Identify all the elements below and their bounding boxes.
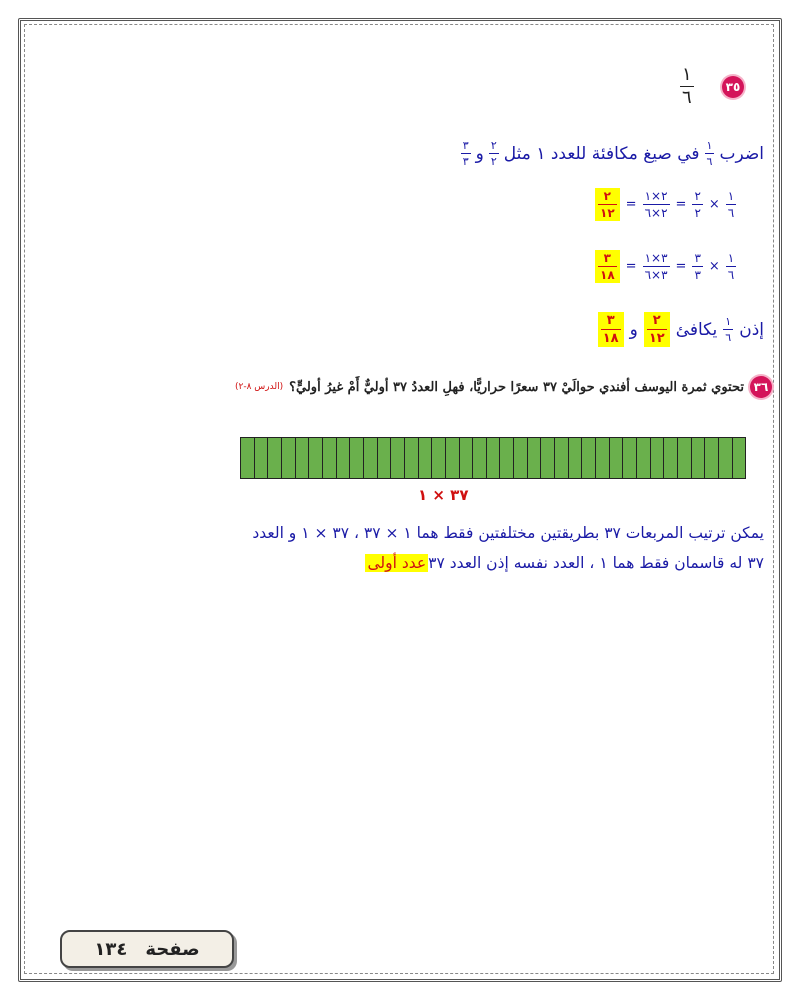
grid-square xyxy=(541,438,555,478)
grid-square xyxy=(582,438,596,478)
question-35-answer xyxy=(680,66,694,107)
lesson-reference: (الدرس ٨-٢) xyxy=(234,382,284,392)
grid-square xyxy=(323,438,337,478)
grid-square xyxy=(705,438,719,478)
page-number-box xyxy=(60,930,234,968)
grid-square xyxy=(337,438,351,478)
grid-square xyxy=(460,438,474,478)
fraction-three-three: $\frac{٣}{٣}$ xyxy=(462,139,469,168)
grid-square xyxy=(692,438,706,478)
grid-square xyxy=(255,438,269,478)
grid-square xyxy=(364,438,378,478)
grid-square xyxy=(487,438,501,478)
grid-square xyxy=(391,438,405,478)
equation-1-product: $\frac{٢\times ١}{٢\times ٦}$ xyxy=(644,189,668,220)
equation-2: $\frac{٣}{١٨}$ = $\frac{٣\times ١}{٣\times ٦}$ = $\frac{٣}{٣}$ × $\frac{١}{٦}$ xyxy=(595,250,736,283)
prime-answer-highlight: عدد أولى xyxy=(367,554,427,572)
grid-square xyxy=(651,438,665,478)
equation-1: $\frac{٢}{١٢}$ = $\frac{٢\times ١}{٢\times ٦}$ = $\frac{٢}{٢}$ × $\frac{١}{٦}$ xyxy=(595,188,736,221)
grid-square xyxy=(405,438,419,478)
question-36-text: تحتوي ثمرة اليوسف أفندي حوالَيْ ٣٧ سعرًا حراريًّا، فهلِ العددُ ٣٧ أوليٌّ أَمْ غيرُ أوليٍّ؟ xyxy=(289,379,744,395)
question-35-instruction: اضرب $\frac{١}{٦}$ في صيغ مكافئة للعدد ١ مثل $\frac{٢}{٢}$ و $\frac{٣}{٣}$ xyxy=(462,139,764,168)
grid-square xyxy=(678,438,692,478)
fraction-two-two: $\frac{٢}{٢}$ xyxy=(490,139,497,168)
equation-2-product: $\frac{٣\times ١}{٣\times ٦}$ xyxy=(644,251,668,282)
squares-array xyxy=(240,437,746,479)
equation-2-result: $\frac{٣}{١٨}$ xyxy=(595,250,620,283)
grid-square xyxy=(473,438,487,478)
grid-square xyxy=(282,438,296,478)
question-36-badge: ٣٦ xyxy=(750,376,772,398)
page-number: ١٣٤ xyxy=(94,938,128,960)
grid-square xyxy=(610,438,624,478)
grid-square xyxy=(664,438,678,478)
equation-1-result: $\frac{٢}{١٢}$ xyxy=(595,188,620,221)
grid-square xyxy=(378,438,392,478)
grid-square xyxy=(555,438,569,478)
conclusion-fraction-2-12: $\frac{٢}{١٢}$ xyxy=(644,312,670,347)
grid-square xyxy=(268,438,282,478)
grid-square xyxy=(514,438,528,478)
grid-square xyxy=(596,438,610,478)
grid-square xyxy=(432,438,446,478)
page-label: صفحة xyxy=(145,938,200,960)
answer-line-2: ٣٧ له قاسمان فقط هما ١ ، العدد نفسه إذن العدد ٣٧عدد أولى xyxy=(367,554,764,572)
grid-square xyxy=(446,438,460,478)
array-label: ٣٧ × ١ xyxy=(418,486,469,504)
grid-square xyxy=(241,438,255,478)
answer-line-1: يمكن ترتيب المربعات ٣٧ بطريقتين مختلفتين فقط هما ١ × ٣٧ ، ٣٧ × ١ و العدد xyxy=(252,524,764,542)
conclusion-fraction-3-18: $\frac{٣}{١٨}$ xyxy=(598,312,624,347)
grid-square xyxy=(528,438,542,478)
grid-square xyxy=(637,438,651,478)
grid-square xyxy=(500,438,514,478)
answer-fraction: $\frac{١}{٦}$ xyxy=(682,64,692,108)
question-35-conclusion: إذن $\frac{١}{٦}$ يكافئ $\frac{٢}{١٢}$ و $\frac{٣}{١٨}$ xyxy=(598,312,764,347)
fraction-one-sixth: $\frac{١}{٦}$ xyxy=(706,139,713,168)
grid-square xyxy=(350,438,364,478)
grid-square xyxy=(309,438,323,478)
question-36 xyxy=(235,376,772,398)
grid-square xyxy=(733,438,746,478)
grid-square xyxy=(569,438,583,478)
grid-square xyxy=(719,438,733,478)
grid-square xyxy=(623,438,637,478)
grid-square xyxy=(419,438,433,478)
grid-square xyxy=(296,438,310,478)
question-35-badge: ٣٥ xyxy=(722,76,744,98)
